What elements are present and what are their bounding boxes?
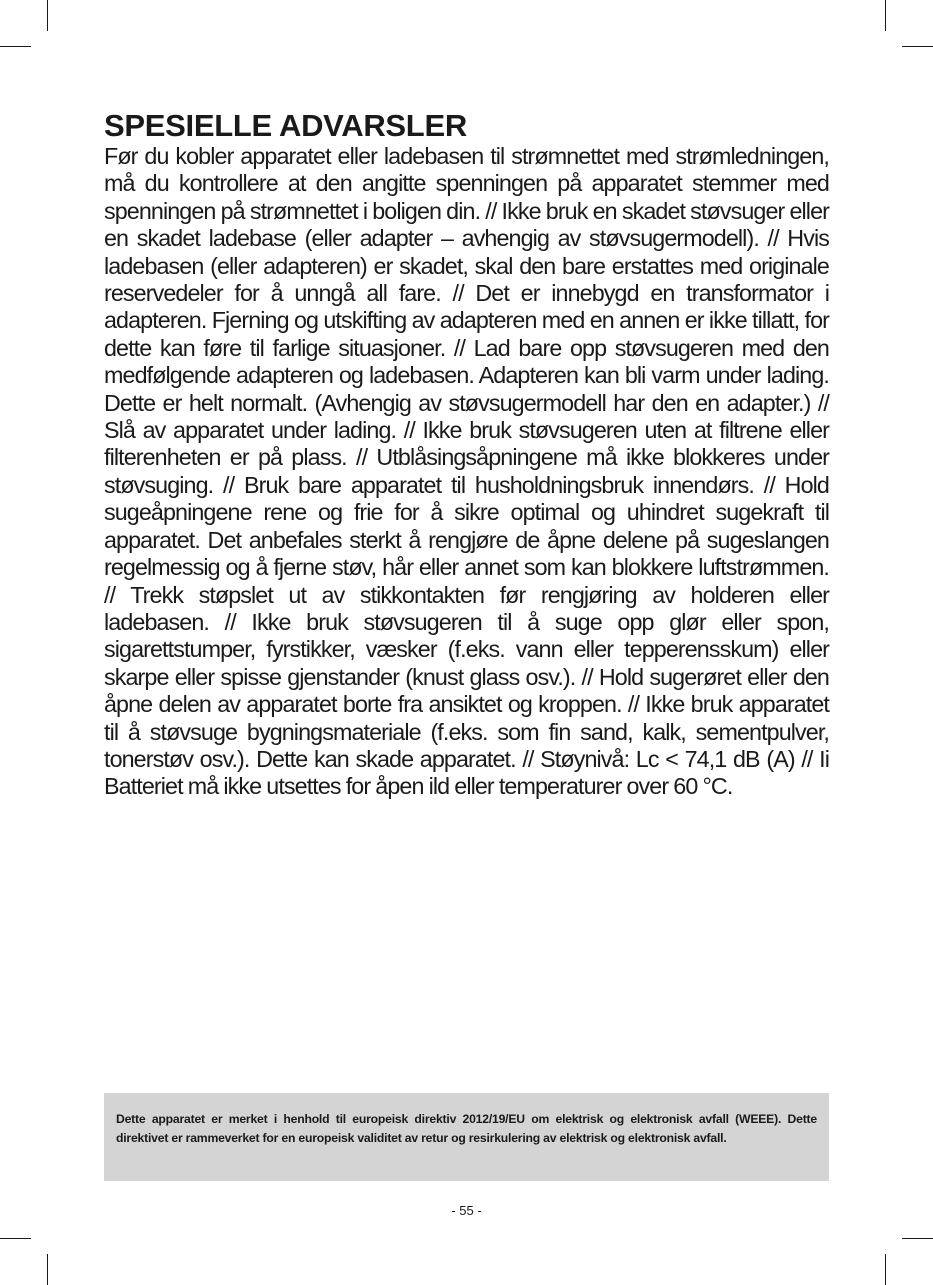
warnings-body-text: Før du kobler apparatet eller ladebasen til strømnettet med strømledningen, må du kontrollere at den angitte spenningen på apparatet stemmer med spenningen på strømnettet i boligen din. // Ikke bruk en skadet støvsuger eller en skadet ladebase (eller adapter – avhengig av støvsugermodell). // Hvis ladebasen (eller adapteren) er skadet, skal den bare erstattes med originale reservedeler for å unngå all fare. // Det er innebygd en transformator i adapteren. Fjerning og utskifting av adapteren med en annen er ikke tillatt, for dette kan føre til farlige situasjoner. // Lad bare opp støvsugeren med den medfølgende adapteren og ladebasen. Adapteren kan bli varm under lading. Dette er helt normalt. (Avhengig av støvsugermodell har den en adapter.) // Slå av apparatet under lading. // Ikke bruk støvsugeren uten at filtrene eller filterenheten er på plass. // Utblåsingsåpningene må ikke blokkeres under støvsuging. // Bruk bare apparatet til husholdningsbruk innendørs. // Hold sugeåpningene rene og frie for å sikre optimal og uhindret sugekraft til apparatet. Det anbefales sterkt å rengjøre de åpne delene på sugeslangen regelmessig og å fjerne støv, hår eller annet som kan blokkere luftstrømmen. // Trekk støpslet ut av stikkontakten før rengjøring av holderen eller ladebasen. // Ikke bruk støvsugeren til å suge opp glør eller spon, sigarettstumper, fyrstikker, væsker (f.eks. vann eller tepperensskum) eller skarpe eller spisse gjenstander (knust glass osv.). // Hold sugerøret eller den åpne delen av apparatet borte fra ansiktet og kroppen. // Ikke bruk apparatet til å støvsuge bygningsmateriale (f.eks. som fin sand, kalk, sementpulver, tonerstøv osv.). Dette kan skade apparatet. // Støynivå: Lc < 74,1 dB (A) // Ii Batteriet må ikke utsettes for åpen ild eller temperaturer over 60 °C. xyxy=(104,143,829,800)
weee-notice-box xyxy=(104,1093,829,1181)
crop-mark-top-left-horizontal xyxy=(0,46,31,47)
crop-mark-bottom-right-horizontal xyxy=(902,1238,933,1239)
crop-mark-bottom-right-vertical xyxy=(885,1254,886,1285)
crop-mark-bottom-left-horizontal xyxy=(0,1238,31,1239)
crop-mark-bottom-left-vertical xyxy=(47,1254,48,1285)
page-number: - 55 - xyxy=(451,1203,482,1218)
crop-mark-top-left-vertical xyxy=(47,0,48,31)
weee-notice-text: Dette apparatet er merket i henhold til europeisk direktiv 2012/19/EU om elektrisk og elektronisk avfall (WEEE). Dette direktivet er rammeverket for en europeisk validitet av retur og resirkulering av elektrisk og elektronisk avfall. xyxy=(116,1112,817,1145)
section-title: SPESIELLE ADVARSLER xyxy=(104,108,467,143)
crop-mark-top-right-horizontal xyxy=(902,46,933,47)
crop-mark-top-right-vertical xyxy=(885,0,886,31)
